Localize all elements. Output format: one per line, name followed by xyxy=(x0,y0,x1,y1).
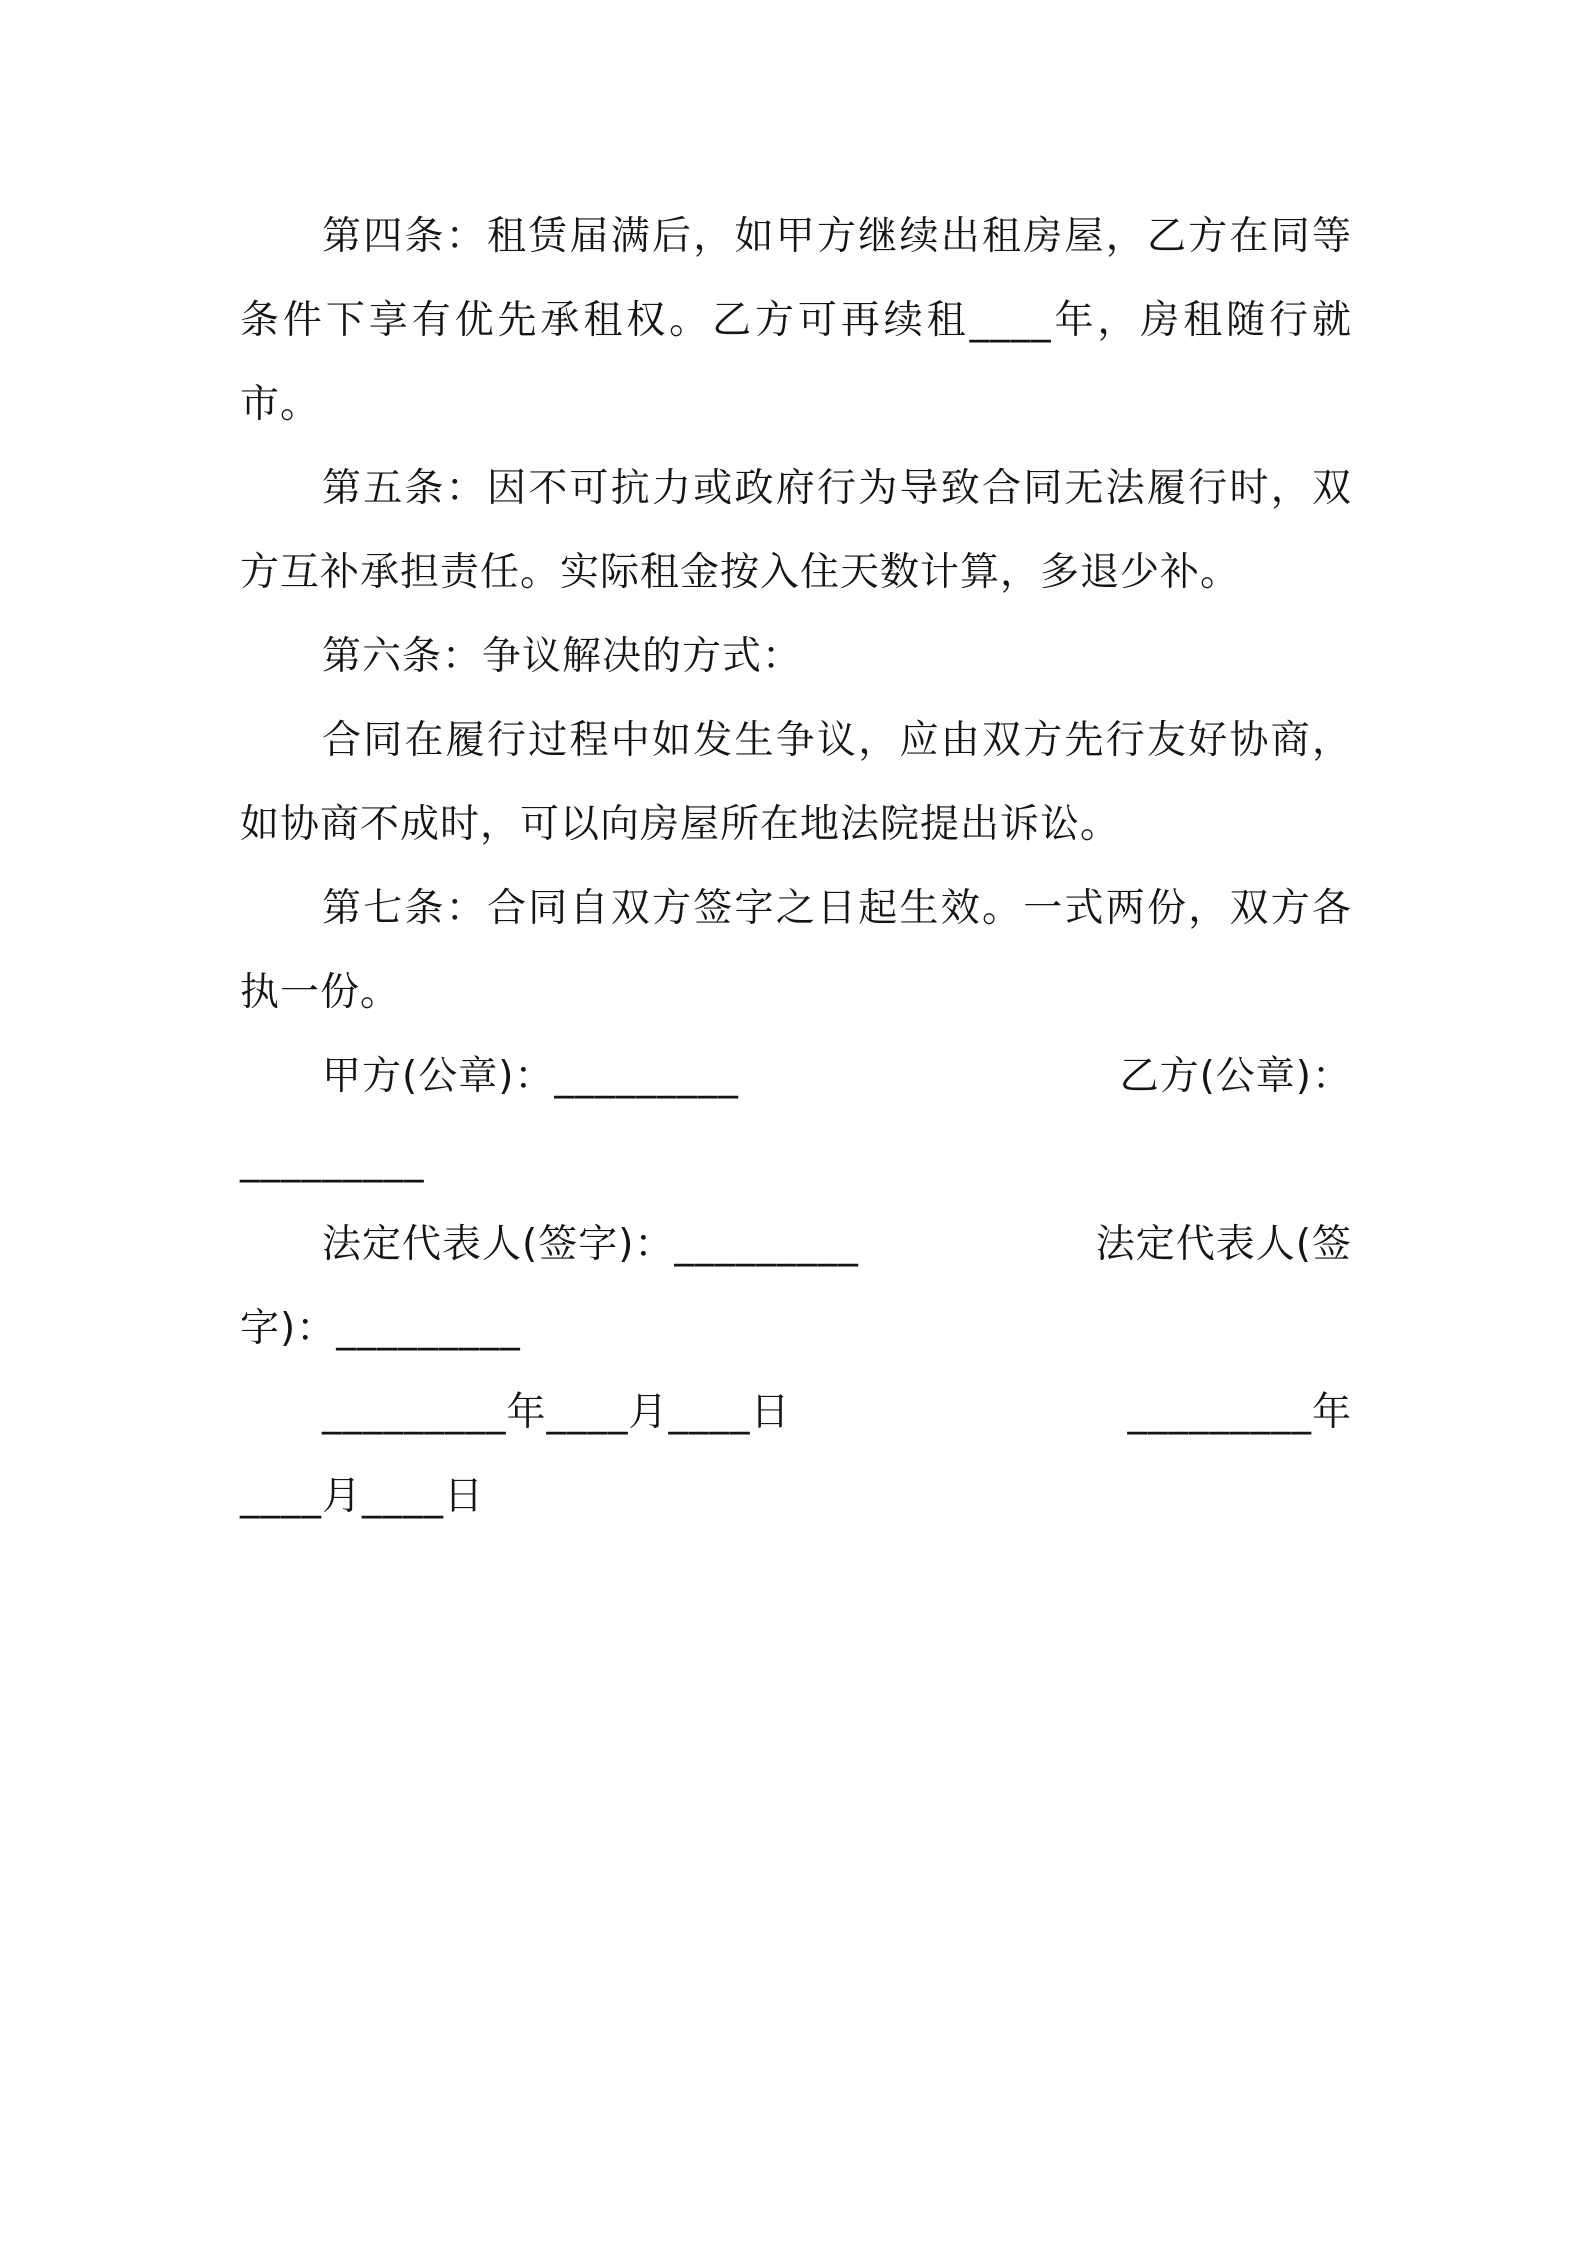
representative-signature-row xyxy=(240,1203,1352,1371)
party-b-date-month-day: ____月____日 xyxy=(240,1474,485,1519)
contract-page xyxy=(240,195,1352,1539)
party-a-date-field: _________年____月____日 xyxy=(322,1390,791,1435)
party-b-representative-label: 法定代表人(签 xyxy=(1095,1222,1352,1267)
article-6-heading: 第六条：争议解决的方式： xyxy=(322,634,803,679)
date-signature-row xyxy=(240,1371,1352,1539)
party-b-seal-blank: _________ xyxy=(240,1138,425,1183)
seal-signature-row xyxy=(240,1035,1352,1203)
article-5: 第五条：因不可抗力或政府行为导致合同无法履行时，双方互补承担责任。实际租金按入住天数计算，多退少补。 xyxy=(240,466,1352,595)
article-4: 第四条：租赁届满后，如甲方继续出租房屋，乙方在同等条件下享有优先承租权。乙方可再续租____年，房租随行就市。 xyxy=(240,214,1352,427)
party-a-seal-field: 甲方(公章)：_________ xyxy=(322,1054,739,1099)
article-7: 第七条：合同自双方签字之日起生效。一式两份，双方各执一份。 xyxy=(240,886,1352,1015)
party-b-seal-label: 乙方(公章)： xyxy=(1119,1054,1352,1099)
party-a-representative-field: 法定代表人(签字)：_________ xyxy=(322,1222,859,1267)
party-b-date-year: _________年 xyxy=(1127,1390,1352,1435)
article-6-body: 合同在履行过程中如发生争议，应由双方先行友好协商，如协商不成时，可以向房屋所在地法院提出诉讼。 xyxy=(240,718,1352,847)
party-b-representative-blank: 字)：_________ xyxy=(240,1306,521,1351)
